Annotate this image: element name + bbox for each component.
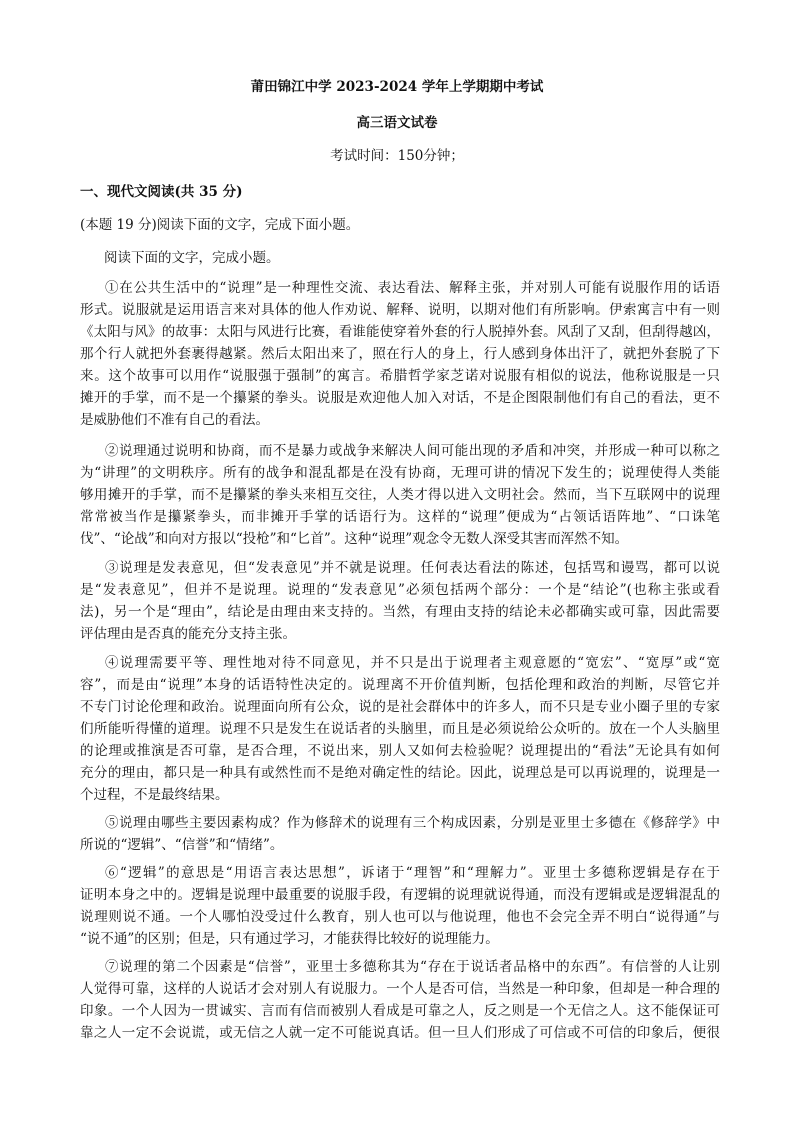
- text-line: ⑥“逻辑”的意思是“用语言表达思想”，诉诸于“理智”和“理解力”。亚里士多德称逻辑是存在于: [105, 865, 720, 881]
- text-line: ①在公共生活中的“说理”是一种理性交流、表达看法、解释主张，并对别人可能有说服作用的话语: [105, 280, 720, 296]
- text-line: ⑤说理由哪些主要因素构成？作为修辞术的说理有三个构成因素，分别是亚里士多德在《修辞学》中: [105, 815, 720, 831]
- text-line: ③说理是发表意见，但“发表意见”并不就是说理。任何表达看法的陈述，包括骂和谩骂，都可以说: [105, 560, 720, 576]
- paragraph-3: [80, 557, 720, 645]
- text-line: 证明本身之中的。逻辑是说理中最重要的说服手段，有逻辑的说理就说得通，而没有逻辑或是逻辑混乱的: [80, 887, 720, 903]
- text-line: 形式。说服就是运用语言来对具体的他人作劝说、解释、说明，以期对他们有所影响。伊索寓言中有一则: [80, 302, 720, 318]
- text-line: 为“讲理”的文明秩序。所有的战争和混乱都是在没有协商，无理可讲的情况下发生的；说理使得人类能: [80, 465, 720, 481]
- text-line: 是“发表意见”，但并不是说理。说理的“发表意见”必须包括两个部分：一个是“结论”(也称主张或看: [80, 582, 720, 598]
- text-line: ④说理需要平等、理性地对待不同意见，并不只是出于说理者主观意愿的“宽宏”、“宽厚”或“宽: [105, 655, 720, 671]
- text-line: 不专门讨论伦理和政治。说理面向所有公众，说的是社会群体中的许多人，而不只是专业小圈子里的专家: [80, 699, 720, 715]
- text-line: 充分的理由，都只是一种具有或然性而不是绝对确定性的结论。因此，说理总是可以再说理的，说理是一: [80, 765, 720, 781]
- text-line: 印象。一个人因为一贯诚实、言而有信而被别人看成是可靠之人，反之则是一个无信之人。这不能保证可: [80, 1003, 720, 1019]
- text-line: ⑦说理的第二个因素是“信誉”，亚里士多德称其为“存在于说话者品格中的东西”。有信誉的人让别: [105, 959, 720, 975]
- section-heading: 一、现代文阅读(共 35 分): [80, 184, 243, 200]
- exam-time: 考试时间：150分钟；: [330, 148, 464, 164]
- text-line: “说不通”的区别；但是，只有通过学习，才能获得比较好的说理能力。: [80, 931, 499, 947]
- text-line: 法)，另一个是“理由”，结论是由理由来支持的。当然，有理由支持的结论未必都确实或可靠，因此需要: [80, 604, 720, 620]
- question-instruction: (本题 19 分)阅读下面的文字，完成下面小题。: [80, 217, 360, 233]
- paragraph-4: [80, 652, 720, 806]
- text-line: 人觉得可靠，这样的人说话才会对别人有说服力。一个人是否可信，当然是一种印象，但却是一种合理的: [80, 981, 720, 997]
- text-line: 评估理由是否真的能充分支持主张。: [80, 626, 296, 642]
- paragraph-5: [80, 812, 720, 856]
- text-line: 容”，而是由“说理”本身的话语特性决定的。说理离不开价值判断，包括伦理和政治的判断，尽管它并: [80, 677, 720, 693]
- exam-subtitle: 高三语文试卷: [356, 115, 438, 131]
- sub-instruction: 阅读下面的文字，完成小题。: [104, 250, 280, 266]
- text-line: 是威胁他们不准有自己的看法。: [80, 412, 269, 428]
- paragraph-7: [80, 956, 720, 1044]
- text-line: 所说的“逻辑”、“信誉”和“情绪”。: [80, 837, 284, 853]
- text-line: 摊开的手掌，而不是一个攥紧的拳头。说服是欢迎他人加入对话，不是企图限制他们有自己的看法，更不: [80, 390, 720, 406]
- text-line: 那个行人就把外套裹得越紧。然后太阳出来了，照在行人的身上，行人感到身体出汗了，就把外套脱了下: [80, 346, 720, 362]
- text-line: 来。这个故事可以用作“说服强于强制”的寓言。希腊哲学家芝诺对说服有相似的说法，他称说服是一只: [80, 368, 720, 384]
- paragraph-1: [80, 277, 720, 431]
- text-line: 够用摊开的手掌，而不是攥紧的拳头来相互交往，人类才得以进入文明社会。然而，当下互联网中的说理: [80, 487, 720, 503]
- text-line: ②说理通过说明和协商，而不是暴力或战争来解决人间可能出现的矛盾和冲突，并形成一种可以称之: [105, 443, 720, 459]
- text-line: 常常被当作是攥紧拳头，而非摊开手掌的话语行为。这样的“说理”便成为“占领话语阵地”、“口诛笔: [80, 509, 720, 525]
- text-line: 伐”、“论战”和向对方报以“投枪”和“匕首”。这种“说理”观念令无数人深受其害而浑然不知。: [80, 531, 629, 547]
- text-line: 的论理或推演是否可靠，是否合理，不说出来，别人又如何去检验呢？说理提出的“看法”无论具有如何: [80, 743, 720, 759]
- paragraph-2: [80, 440, 720, 550]
- text-line: 《太阳与风》的故事：太阳与风进行比赛，看谁能使穿着外套的行人脱掉外套。风刮了又刮，但刮得越凶，: [80, 324, 720, 340]
- text-line: 靠之人一定不会说谎，或无信之人就一定不可能说真话。但一旦人们形成了可信或不可信的印象后，便很: [80, 1025, 720, 1041]
- exam-title: 莆田锦江中学 2023-2024 学年上学期期中考试: [250, 79, 544, 95]
- paragraph-6: [80, 862, 720, 950]
- text-line: 个过程，不是最终结果。: [80, 787, 229, 803]
- text-line: 说理则说不通。一个人哪怕没受过什么教育，别人也可以与他说理，他也不会完全弄不明白“说得通”与: [80, 909, 720, 925]
- text-line: 们所能听得懂的道理。说理不只是发生在说话者的头脑里，而且是必须说给公众听的。放在一个人头脑里: [80, 721, 720, 737]
